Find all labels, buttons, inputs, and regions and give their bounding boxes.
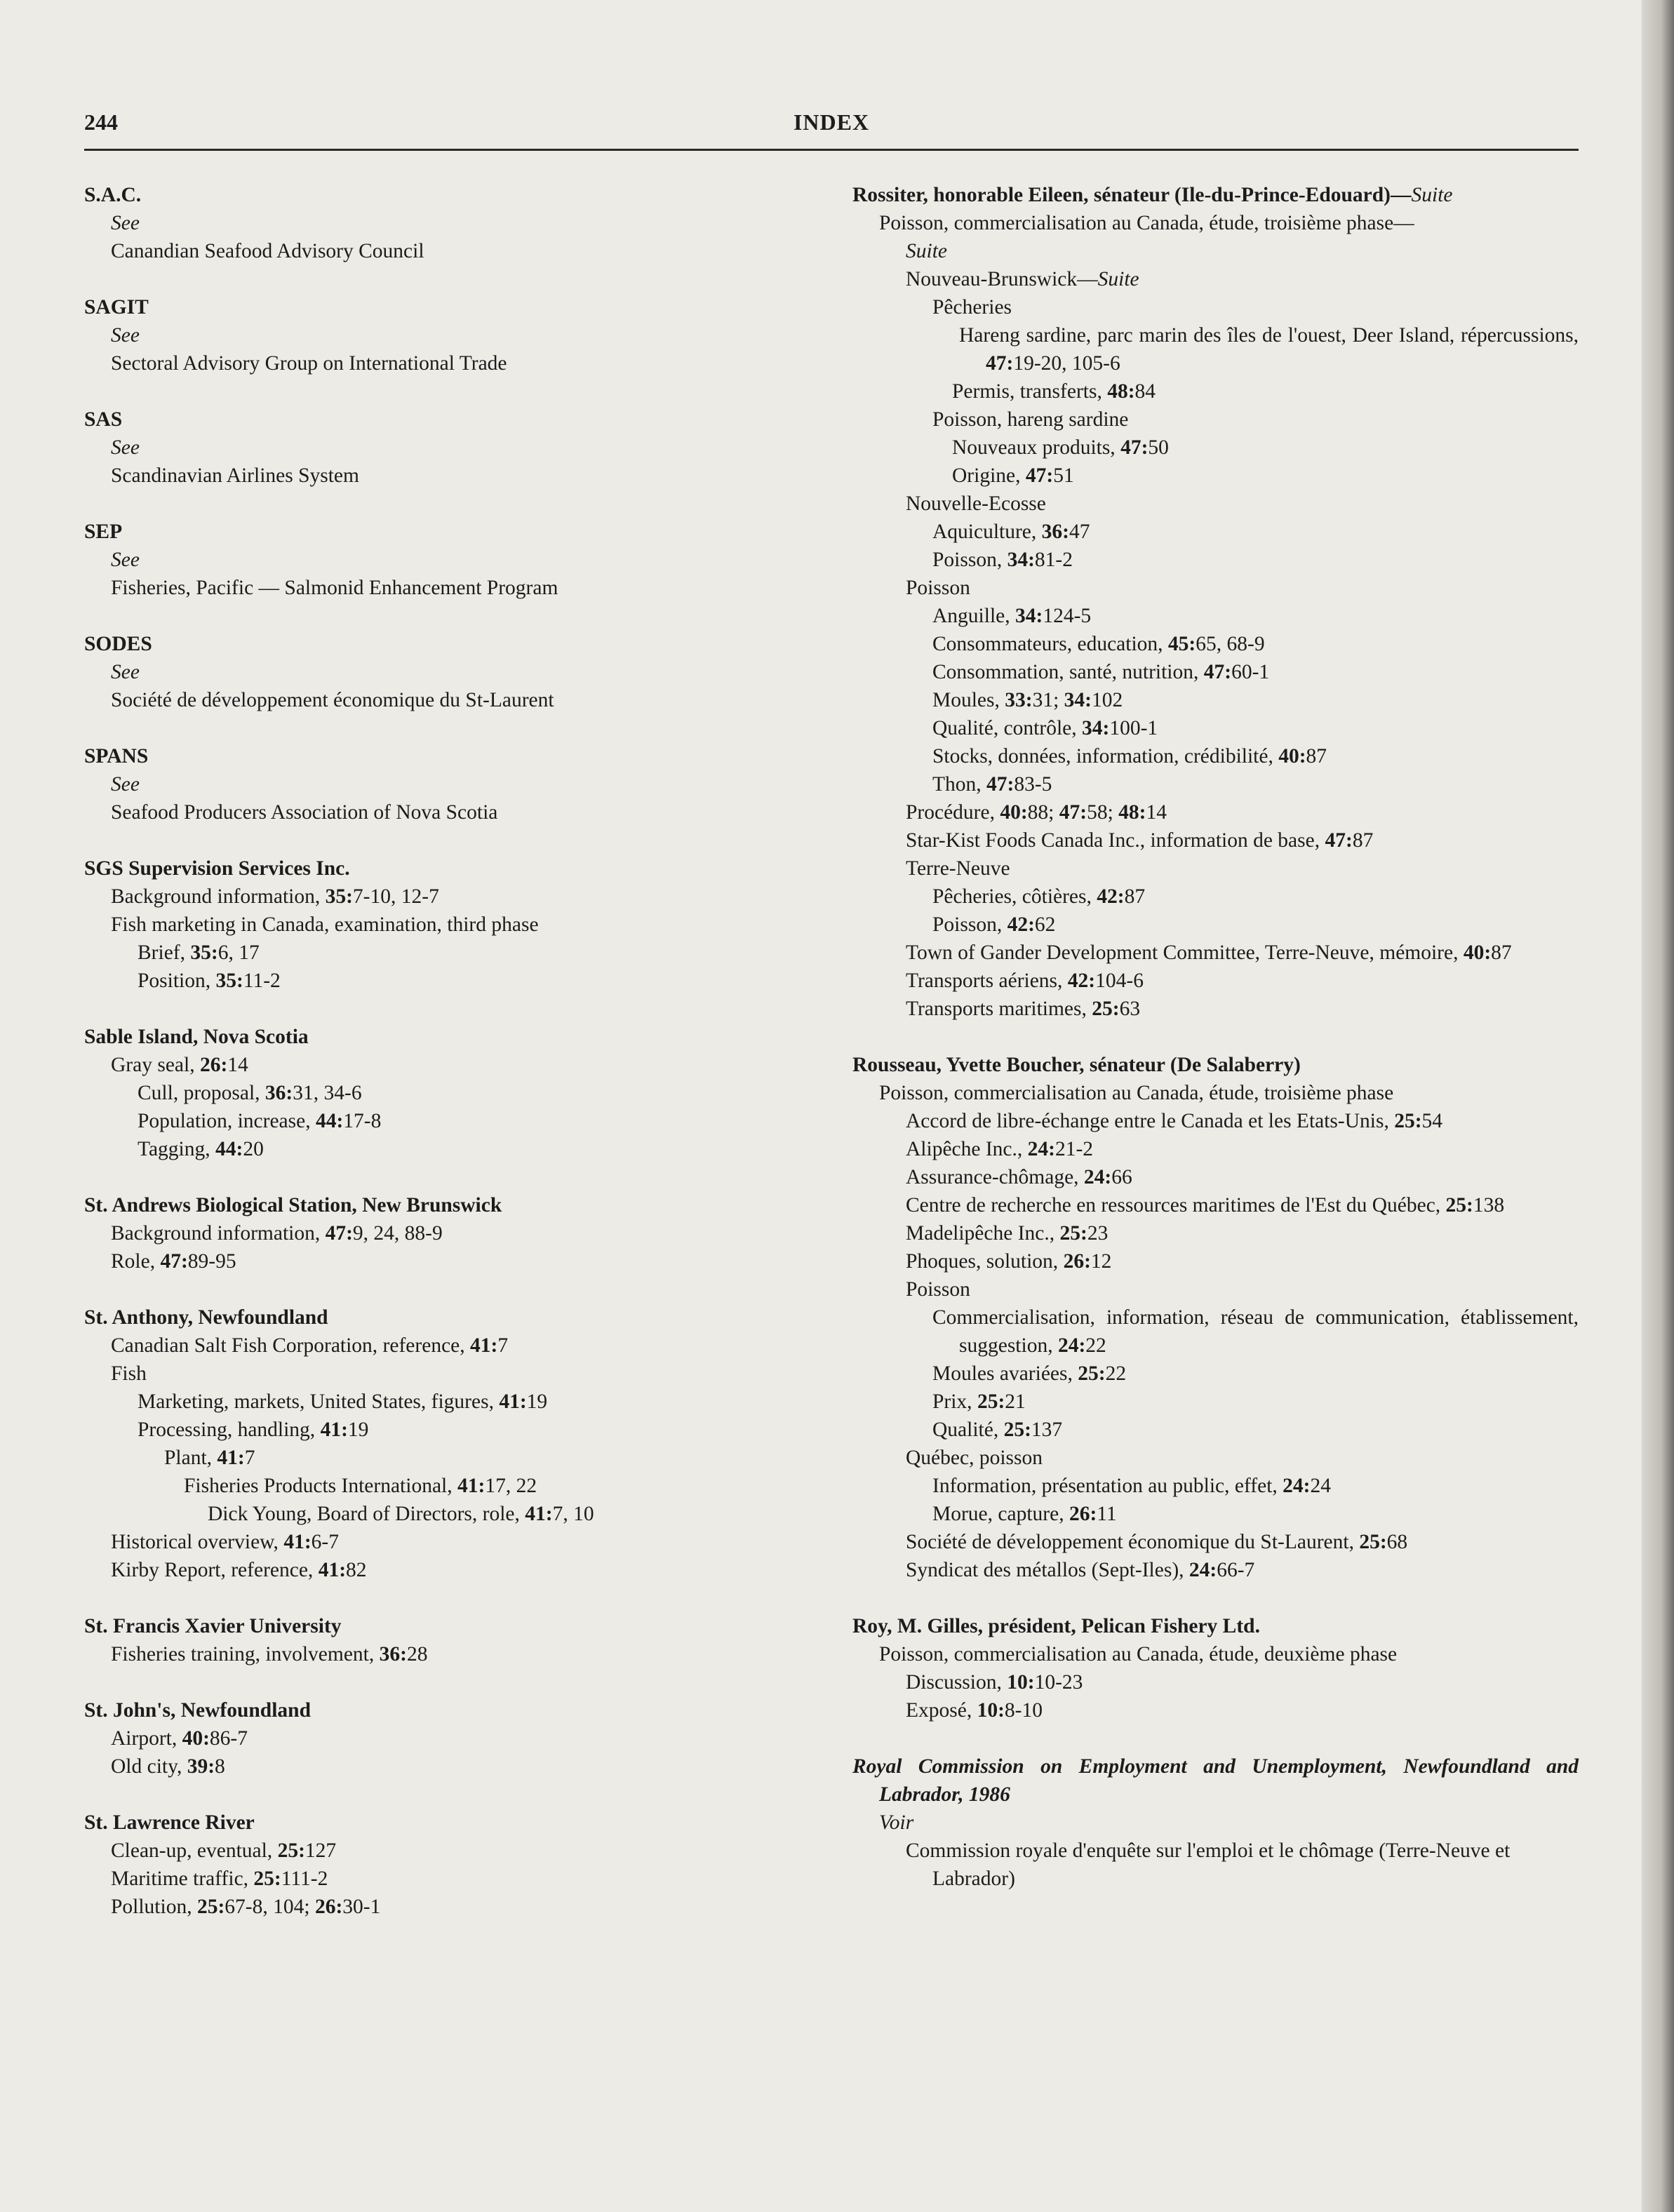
index-entry-st-lawrence-river	[84, 1809, 842, 1921]
sub-entry: Exposé, 10:8-10	[906, 1699, 1043, 1722]
sub-entry: Hareng sardine, parc marin des îles de l'ouest, Deer Island, répercussions, 47:19-20, 105-6	[959, 324, 1579, 375]
see-label: See	[111, 324, 140, 347]
index-entry-st-francis-xavier	[84, 1612, 842, 1668]
page-header	[84, 109, 1579, 152]
sub-entry: Origine, 47:51	[952, 464, 1074, 487]
sub-entry: Terre-Neuve	[906, 857, 1010, 880]
sub-entry: Historical overview, 41:6-7	[111, 1531, 339, 1553]
entry-heading: Roy, M. Gilles, président, Pelican Fishery Ltd.	[852, 1615, 1260, 1637]
cross-reference: Fisheries, Pacific — Salmonid Enhancement Program	[111, 577, 558, 599]
sub-entry: Aquiculture, 36:47	[932, 521, 1090, 543]
page-binding-edge	[1642, 0, 1674, 2212]
sub-entry: Brief, 35:6, 17	[138, 941, 260, 964]
sub-entry: Thon, 47:83-5	[932, 773, 1052, 796]
sub-entry: Town of Gander Development Committee, Terre-Neuve, mémoire, 40:87	[906, 941, 1512, 964]
sub-entry: Permis, transferts, 48:84	[952, 380, 1156, 403]
sub-entry: Madelipêche Inc., 25:23	[906, 1222, 1109, 1245]
entry-heading: S.A.C.	[84, 184, 142, 206]
sub-entry: Marketing, markets, United States, figures, 41:19	[138, 1390, 548, 1413]
sub-entry: Star-Kist Foods Canada Inc., information de base, 47:87	[906, 829, 1374, 852]
sub-entry: Maritime traffic, 25:111-2	[111, 1868, 328, 1890]
sub-entry: Role, 47:89-95	[111, 1250, 236, 1273]
entry-heading: SAS	[84, 408, 123, 431]
sub-entry: Pêcheries, côtières, 42:87	[932, 885, 1146, 908]
sub-entry: Procédure, 40:88; 47:58; 48:14	[906, 801, 1167, 824]
see-label: See	[111, 436, 140, 459]
index-entry-sac	[84, 181, 842, 265]
sub-entry: Nouvelle-Ecosse	[906, 492, 1046, 515]
sub-entry: Kirby Report, reference, 41:82	[111, 1559, 367, 1581]
entry-heading: SODES	[84, 633, 152, 655]
sub-entry: Dick Young, Board of Directors, role, 41:7, 10	[208, 1503, 594, 1525]
sub-entry: Fish marketing in Canada, examination, third phase	[111, 913, 539, 936]
entry-heading: St. John's, Newfoundland	[84, 1699, 311, 1722]
cross-reference: Société de développement économique du St-Laurent	[111, 689, 554, 711]
sub-entry: Discussion, 10:10-23	[906, 1671, 1083, 1694]
index-entry-sas	[84, 405, 842, 490]
index-entry-spans	[84, 742, 842, 826]
cross-reference: Seafood Producers Association of Nova Scotia	[111, 801, 498, 824]
sub-entry: Centre de recherche en ressources maritimes de l'Est du Québec, 25:138	[906, 1194, 1505, 1216]
sub-entry: Poisson, 42:62	[932, 913, 1056, 936]
entry-heading: Rossiter, honorable Eileen, sénateur (Ile-du-Prince-Edouard)—Suite	[852, 184, 1453, 206]
sub-entry: Assurance-chômage, 24:66	[906, 1166, 1132, 1188]
index-entry-sep	[84, 518, 842, 602]
index-entry-sable-island	[84, 1023, 842, 1163]
sub-entry: Qualité, contrôle, 34:100-1	[932, 717, 1158, 739]
sub-entry: Poisson, commercialisation au Canada, étude, deuxième phase	[879, 1643, 1398, 1665]
sub-entry: Population, increase, 44:17-8	[138, 1110, 382, 1132]
sub-entry: Canadian Salt Fish Corporation, reference, 41:7	[111, 1334, 509, 1357]
entry-heading: St. Francis Xavier University	[84, 1615, 342, 1637]
sub-entry: Old city, 39:8	[111, 1755, 225, 1778]
cross-reference: Scandinavian Airlines System	[111, 464, 359, 487]
header-rule	[84, 149, 1579, 151]
cross-reference: Sectoral Advisory Group on International Trade	[111, 352, 507, 375]
page-number: 244	[84, 109, 118, 135]
sub-entry: Suite	[906, 240, 947, 262]
see-label: Voir	[879, 1811, 914, 1834]
sub-entry: Nouveaux produits, 47:50	[952, 436, 1169, 459]
sub-entry: Position, 35:11-2	[138, 970, 281, 992]
index-entry-royal-commission	[852, 1752, 1579, 1893]
index-entry-sodes	[84, 630, 842, 714]
sub-entry: Background information, 35:7-10, 12-7	[111, 885, 439, 908]
sub-entry: Poisson, 34:81-2	[932, 549, 1073, 571]
see-label: See	[111, 549, 140, 571]
sub-entry: Accord de libre-échange entre le Canada et les Etats-Unis, 25:54	[906, 1110, 1443, 1132]
sub-entry: Qualité, 25:137	[932, 1419, 1063, 1441]
sub-entry: Poisson, commercialisation au Canada, étude, troisième phase	[879, 1082, 1394, 1104]
entry-heading: SAGIT	[84, 296, 149, 319]
sub-entry: Transports maritimes, 25:63	[906, 998, 1141, 1020]
sub-entry: Pêcheries	[932, 296, 1012, 319]
sub-entry: Consommation, santé, nutrition, 47:60-1	[932, 661, 1270, 683]
sub-entry: Stocks, données, information, crédibilité, 40:87	[932, 745, 1327, 768]
sub-entry: Phoques, solution, 26:12	[906, 1250, 1112, 1273]
sub-entry: Consommateurs, education, 45:65, 68-9	[932, 633, 1265, 655]
see-label: See	[111, 773, 140, 796]
entry-heading: Royal Commission on Employment and Unemployment, Newfoundland and Labrador, 1986	[852, 1755, 1579, 1806]
index-entry-rossiter	[852, 181, 1579, 1023]
sub-entry: Commercialisation, information, réseau de communication, établissement, suggestion, 24:22	[932, 1306, 1579, 1357]
entry-heading: Sable Island, Nova Scotia	[84, 1026, 309, 1048]
sub-entry: Syndicat des métallos (Sept-Iles), 24:66-7	[906, 1559, 1255, 1581]
entry-heading: SPANS	[84, 745, 149, 768]
sub-entry: Clean-up, eventual, 25:127	[111, 1839, 337, 1862]
sub-entry: Poisson	[906, 1278, 970, 1301]
index-entry-rousseau	[852, 1051, 1579, 1584]
left-column	[84, 181, 842, 1949]
see-label: See	[111, 212, 140, 234]
sub-entry: Alipêche Inc., 24:21-2	[906, 1138, 1094, 1160]
sub-entry: Fisheries training, involvement, 36:28	[111, 1643, 428, 1665]
entry-heading: St. Andrews Biological Station, New Brunswick	[84, 1194, 502, 1216]
sub-entry: Poisson, hareng sardine	[932, 408, 1129, 431]
index-entry-sagit	[84, 293, 842, 377]
sub-entry: Nouveau-Brunswick—Suite	[906, 268, 1139, 290]
sub-entry: Tagging, 44:20	[138, 1138, 264, 1160]
sub-entry: Fish	[111, 1362, 147, 1385]
sub-entry: Moules avariées, 25:22	[932, 1362, 1127, 1385]
cross-reference: Commission royale d'enquête sur l'emploi et le chômage (Terre-Neuve et Labrador)	[906, 1839, 1511, 1890]
entry-heading: Rousseau, Yvette Boucher, sénateur (De Salaberry)	[852, 1054, 1301, 1076]
cross-reference: Canandian Seafood Advisory Council	[111, 240, 424, 262]
index-entry-roy	[852, 1612, 1579, 1724]
sub-entry: Prix, 25:21	[932, 1390, 1026, 1413]
sub-entry: Société de développement économique du St-Laurent, 25:68	[906, 1531, 1408, 1553]
see-label: See	[111, 661, 140, 683]
sub-entry: Fisheries Products International, 41:17, 22	[184, 1475, 537, 1497]
sub-entry: Gray seal, 26:14	[111, 1054, 248, 1076]
right-column	[852, 181, 1579, 1921]
sub-entry: Moules, 33:31; 34:102	[932, 689, 1123, 711]
entry-heading: SGS Supervision Services Inc.	[84, 857, 350, 880]
sub-entry: Cull, proposal, 36:31, 34-6	[138, 1082, 362, 1104]
sub-entry: Transports aériens, 42:104-6	[906, 970, 1144, 992]
sub-entry: Poisson, commercialisation au Canada, étude, troisième phase—	[879, 212, 1414, 234]
sub-entry: Background information, 47:9, 24, 88-9	[111, 1222, 443, 1245]
index-entry-st-anthony	[84, 1303, 842, 1584]
sub-entry: Pollution, 25:67-8, 104; 26:30-1	[111, 1896, 381, 1918]
index-entry-st-johns	[84, 1696, 842, 1781]
page-title: INDEX	[793, 109, 870, 135]
index-entry-sgs	[84, 854, 842, 995]
sub-entry: Plant, 41:7	[164, 1447, 255, 1469]
sub-entry: Québec, poisson	[906, 1447, 1043, 1469]
sub-entry: Airport, 40:86-7	[111, 1727, 248, 1750]
sub-entry: Morue, capture, 26:11	[932, 1503, 1117, 1525]
entry-heading: SEP	[84, 521, 123, 543]
entry-heading: St. Anthony, Newfoundland	[84, 1306, 328, 1329]
sub-entry: Processing, handling, 41:19	[138, 1419, 369, 1441]
sub-entry: Information, présentation au public, effet, 24:24	[932, 1475, 1331, 1497]
entry-heading: St. Lawrence River	[84, 1811, 255, 1834]
sub-entry: Anguille, 34:124-5	[932, 605, 1092, 627]
index-entry-st-andrews	[84, 1191, 842, 1275]
sub-entry: Poisson	[906, 577, 970, 599]
